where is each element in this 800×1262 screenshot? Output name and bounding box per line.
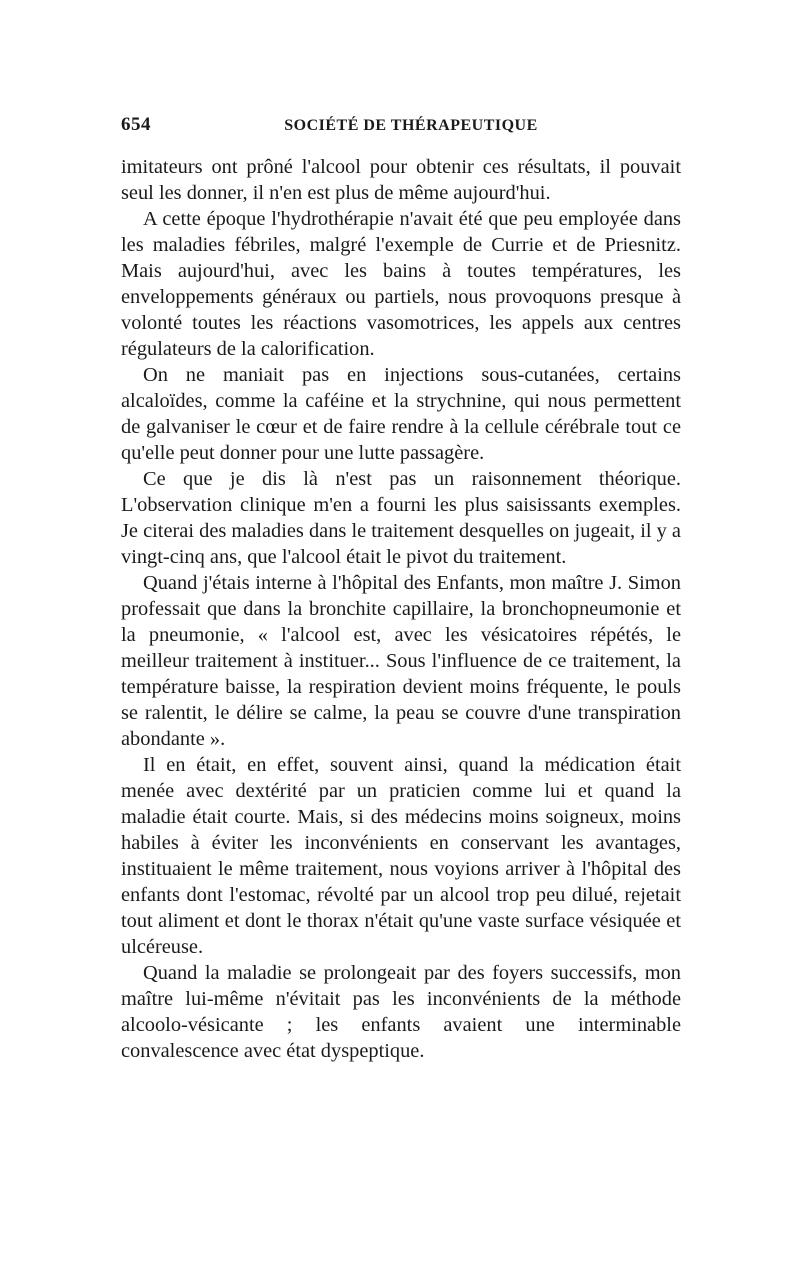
paragraph-effects: Il en était, en effet, souvent ainsi, quand la médication était menée avec dextérité par un praticien comme lui et quand la maladie était courte. Mais, si des médecins moins soigneux, moins habiles à éviter les inconvénients en conservant les avantages, instituaient le même traitement, nous voyions arriver à l'hôpital des enfants dont l'estomac, révolté par un alcool trop peu dilué, rejetait tout aliment et dont le thorax n'était qu'une vaste surface vésiquée et ulcéreuse. bbox=[121, 754, 681, 958]
paragraph-continued: imitateurs ont prôné l'alcool pour obtenir ces résultats, il pouvait seul les donner, il n'en est plus de même aujourd'hui. bbox=[121, 156, 681, 204]
running-title: SOCIÉTÉ DE THÉRAPEUTIQUE bbox=[284, 117, 538, 134]
paragraph-injections: On ne maniait pas en injections sous-cutanées, certains alcaloïdes, comme la caféine et la strychnine, qui nous permettent de galvaniser le cœur et de faire rendre à la cellule cérébrale tout ce qu'elle peut donner pour une lutte passagère. bbox=[121, 364, 681, 464]
paragraph-convalescence: Quand la maladie se prolongeait par des foyers successifs, mon maître lui-même n'évitait pas les inconvénients de la méthode alcoolo-vésicante ; les enfants avaient une interminable convalescence avec état dyspeptique. bbox=[121, 962, 681, 1062]
running-head bbox=[121, 112, 681, 142]
page-number: 654 bbox=[121, 114, 151, 135]
paragraph-simon-quote: Quand j'étais interne à l'hôpital des Enfants, mon maître J. Simon professait que dans la bronchite capillaire, la bronchopneumonie et la pneumonie, « l'alcool est, avec les vésicatoires répétés, le meilleur traitement à instituer... Sous l'influence de ce traitement, la température baisse, la respiration devient moins fréquente, le pouls se ralentit, le délire se calme, la peau se couvre d'une transpiration abondante ». bbox=[121, 572, 681, 750]
paragraph-clinical-observation: Ce que je dis là n'est pas un raisonnement théorique. L'observation clinique m'en a fourni les plus saisissants exemples. Je citerai des maladies dans le traitement desquelles on jugeait, il y a vingt-cinq ans, que l'alcool était le pivot du traitement. bbox=[121, 468, 681, 568]
book-page bbox=[121, 112, 681, 1064]
paragraph-hydrotherapy: A cette époque l'hydrothérapie n'avait été que peu employée dans les maladies fébriles, malgré l'exemple de Currie et de Priesnitz. Mais aujourd'hui, avec les bains à toutes températures, les enveloppements généraux ou partiels, nous provoquons presque à volonté toutes les réactions vasomotrices, les appels aux centres régulateurs de la calorification. bbox=[121, 208, 681, 360]
body-text bbox=[121, 154, 681, 1064]
